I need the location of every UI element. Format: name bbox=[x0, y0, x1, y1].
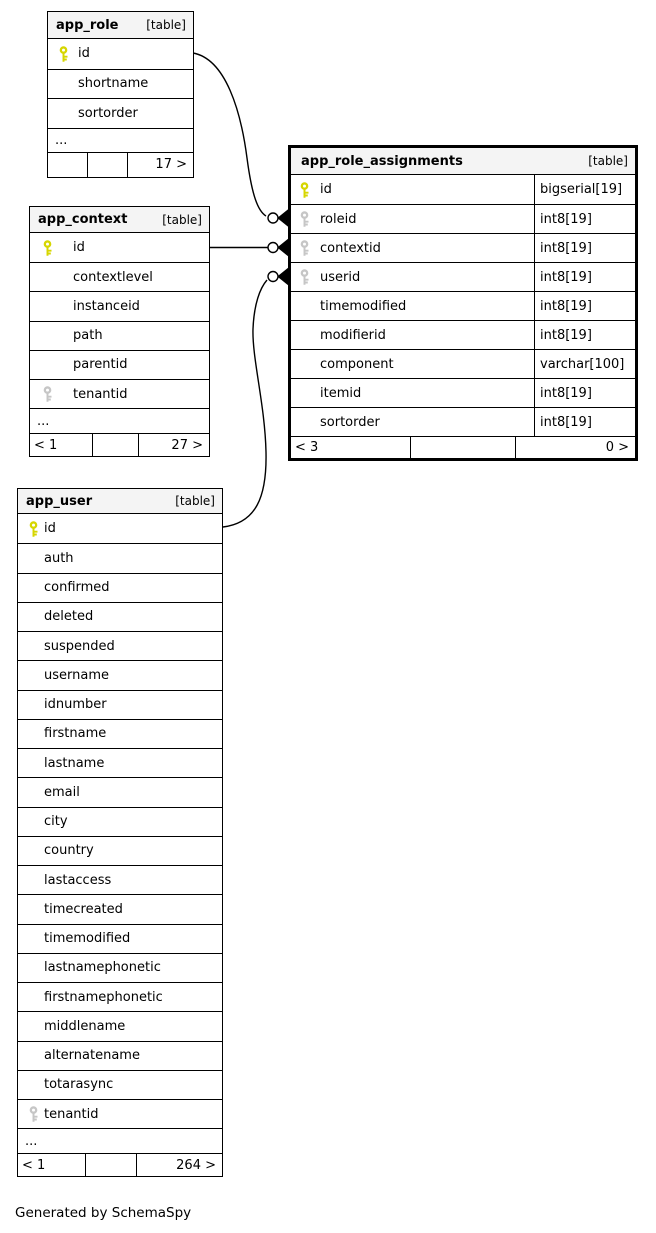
row-firstname bbox=[18, 719, 222, 748]
column-name: lastnamephonetic bbox=[44, 960, 161, 976]
column-name: totarasync bbox=[44, 1077, 114, 1093]
column-name: suspended bbox=[44, 638, 115, 654]
column-type: int8[19] bbox=[534, 263, 635, 291]
table-type-label: [table] bbox=[588, 154, 628, 168]
hidden-columns-ellipsis: ... bbox=[18, 1128, 222, 1153]
column-type: int8[19] bbox=[534, 408, 635, 436]
row-tenantid bbox=[18, 1099, 222, 1128]
row-idnumber bbox=[18, 690, 222, 719]
column-name: sortorder bbox=[320, 414, 380, 430]
column-name: sortorder bbox=[78, 105, 138, 121]
row-auth bbox=[18, 543, 222, 572]
table-footer bbox=[30, 433, 209, 456]
column-name: timemodified bbox=[44, 931, 131, 947]
column-name: alternatename bbox=[44, 1048, 140, 1064]
row-confirmed bbox=[18, 573, 222, 602]
column-name: id bbox=[44, 521, 56, 537]
footer-right: 27 > bbox=[171, 437, 203, 453]
row-parentid bbox=[30, 350, 209, 379]
hidden-columns-ellipsis: ... bbox=[48, 128, 193, 152]
table-app_context bbox=[29, 206, 210, 457]
table-header bbox=[30, 207, 209, 233]
row-tenantid bbox=[30, 379, 209, 408]
footer-middle bbox=[86, 1154, 137, 1176]
table-header bbox=[291, 148, 635, 175]
column-type: int8[19] bbox=[534, 205, 635, 233]
row-sortorder bbox=[291, 407, 635, 436]
primary-key-icon bbox=[42, 240, 53, 256]
column-type: int8[19] bbox=[534, 234, 635, 262]
column-name: contextid bbox=[320, 240, 381, 256]
table-footer bbox=[291, 436, 635, 458]
row-city bbox=[18, 807, 222, 836]
column-name: lastaccess bbox=[44, 872, 112, 888]
foreign-key-icon bbox=[299, 211, 310, 227]
table-app_role_assignments bbox=[288, 145, 638, 461]
row-id bbox=[291, 175, 635, 204]
footer-left: < 1 bbox=[30, 434, 93, 456]
table-app_user bbox=[17, 488, 223, 1177]
table-type-label: [table] bbox=[175, 494, 215, 508]
table-type-label: [table] bbox=[146, 18, 186, 32]
column-name: city bbox=[44, 814, 68, 830]
column-type: varchar[100] bbox=[534, 350, 635, 378]
column-name: id bbox=[73, 240, 85, 256]
table-name[interactable]: app_context bbox=[38, 212, 128, 227]
table-app_role bbox=[47, 11, 194, 178]
column-name: email bbox=[44, 784, 80, 800]
column-name: component bbox=[320, 356, 394, 372]
row-component bbox=[291, 349, 635, 378]
primary-key-icon bbox=[58, 46, 69, 62]
relation-app_role-roleid bbox=[193, 53, 266, 216]
column-type: int8[19] bbox=[534, 321, 635, 349]
row-country bbox=[18, 836, 222, 865]
column-name: auth bbox=[44, 550, 74, 566]
row-timecreated bbox=[18, 894, 222, 923]
footer-left: < 3 bbox=[291, 437, 411, 458]
row-suspended bbox=[18, 631, 222, 660]
row-timemodified bbox=[18, 924, 222, 953]
table-name[interactable]: app_role_assignments bbox=[301, 153, 463, 169]
row-sortorder bbox=[48, 98, 193, 128]
row-id bbox=[48, 39, 193, 69]
column-name: username bbox=[44, 667, 109, 683]
column-name: itemid bbox=[320, 385, 362, 401]
row-id bbox=[30, 233, 209, 262]
hidden-columns-ellipsis: ... bbox=[30, 408, 209, 433]
column-name: path bbox=[73, 328, 103, 344]
row-contextlevel bbox=[30, 262, 209, 291]
footer-right: 0 > bbox=[605, 440, 629, 455]
row-shortname bbox=[48, 69, 193, 99]
row-email bbox=[18, 777, 222, 806]
column-name: country bbox=[44, 843, 94, 859]
footer-right: 264 > bbox=[176, 1157, 216, 1173]
column-name: firstname bbox=[44, 726, 107, 742]
column-name: firstnamephonetic bbox=[44, 989, 163, 1005]
column-type: bigserial[19] bbox=[534, 175, 635, 204]
row-id bbox=[18, 514, 222, 543]
row-instanceid bbox=[30, 291, 209, 320]
column-type: int8[19] bbox=[534, 379, 635, 407]
primary-key-icon bbox=[28, 521, 39, 537]
row-totarasync bbox=[18, 1070, 222, 1099]
row-contextid bbox=[291, 233, 635, 262]
table-footer bbox=[18, 1153, 222, 1176]
row-username bbox=[18, 660, 222, 689]
footer-middle bbox=[411, 437, 516, 458]
row-itemid bbox=[291, 378, 635, 407]
foreign-key-icon bbox=[28, 1106, 39, 1122]
column-name: modifierid bbox=[320, 327, 386, 343]
column-name: timecreated bbox=[44, 901, 123, 917]
column-name: timemodified bbox=[320, 298, 407, 314]
column-name: deleted bbox=[44, 609, 94, 625]
table-footer bbox=[48, 152, 193, 177]
foreign-key-icon bbox=[299, 240, 310, 256]
column-name: tenantid bbox=[73, 386, 128, 402]
column-name: tenantid bbox=[44, 1106, 99, 1122]
column-name: parentid bbox=[73, 357, 128, 373]
row-alternatename bbox=[18, 1041, 222, 1070]
row-lastnamephonetic bbox=[18, 953, 222, 982]
column-name: middlename bbox=[44, 1018, 126, 1034]
generated-by-note: Generated by SchemaSpy bbox=[15, 1205, 192, 1221]
row-timemodified bbox=[291, 291, 635, 320]
table-name[interactable]: app_role bbox=[56, 17, 119, 33]
footer-left: < 1 bbox=[18, 1154, 86, 1176]
foreign-key-icon bbox=[42, 386, 53, 402]
row-modifierid bbox=[291, 320, 635, 349]
foreign-key-icon bbox=[299, 269, 310, 285]
column-name: idnumber bbox=[44, 697, 107, 713]
row-roleid bbox=[291, 204, 635, 233]
column-type: int8[19] bbox=[534, 292, 635, 320]
table-header bbox=[18, 489, 222, 514]
row-lastaccess bbox=[18, 865, 222, 894]
column-name: roleid bbox=[320, 211, 357, 227]
column-name: id bbox=[320, 182, 332, 197]
row-firstnamephonetic bbox=[18, 982, 222, 1011]
primary-key-icon bbox=[299, 182, 310, 198]
table-type-label: [table] bbox=[162, 212, 202, 227]
table-name[interactable]: app_user bbox=[26, 493, 93, 509]
footer-middle bbox=[88, 153, 128, 177]
footer-right: 17 > bbox=[155, 157, 187, 172]
column-name: confirmed bbox=[44, 580, 110, 596]
footer-middle bbox=[93, 434, 139, 456]
row-path bbox=[30, 321, 209, 350]
row-deleted bbox=[18, 602, 222, 631]
column-name: instanceid bbox=[73, 298, 140, 314]
row-userid bbox=[291, 262, 635, 291]
row-middlename bbox=[18, 1011, 222, 1040]
column-name: userid bbox=[320, 269, 361, 285]
row-lastname bbox=[18, 748, 222, 777]
column-name: contextlevel bbox=[73, 269, 153, 285]
relation-app_user-userid bbox=[223, 280, 267, 527]
footer-left bbox=[48, 153, 88, 177]
table-header bbox=[48, 12, 193, 39]
column-name: id bbox=[78, 46, 90, 62]
column-name: lastname bbox=[44, 755, 105, 771]
column-name: shortname bbox=[78, 76, 149, 92]
